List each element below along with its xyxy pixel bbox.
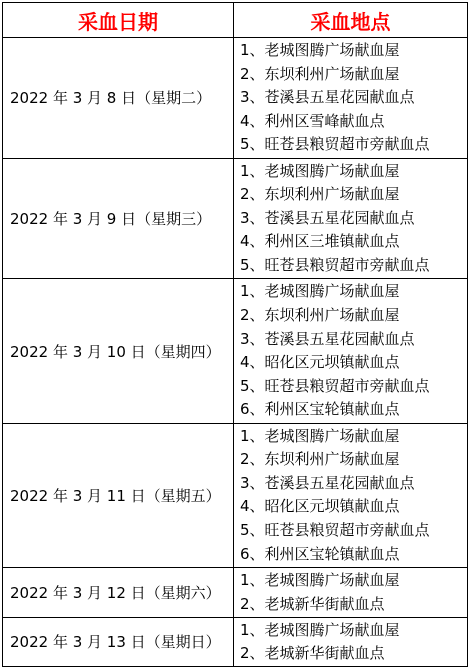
table-row xyxy=(3,38,468,159)
location-list xyxy=(234,38,468,159)
location-item: 3、苍溪县五星花园献血点 xyxy=(240,473,415,492)
location-item: 2、东坝利州广场献血屋 xyxy=(240,185,400,204)
location-item: 1、老城图腾广场献血屋 xyxy=(240,282,400,301)
location-item: 2、老城新华街献血点 xyxy=(240,644,385,663)
schedule-body xyxy=(3,38,468,667)
location-item: 1、老城图腾广场献血屋 xyxy=(240,426,400,445)
location-item: 3、苍溪县五星花园献血点 xyxy=(240,208,415,227)
donation-date: 2022 年 3 月 9 日（星期三） xyxy=(3,158,234,279)
location-item: 5、旺苍县粮贸超市旁献血点 xyxy=(240,376,430,395)
location-item: 1、老城图腾广场献血屋 xyxy=(240,41,400,59)
location-item: 4、昭化区元坝镇献血点 xyxy=(240,353,400,372)
table-row xyxy=(3,617,468,666)
location-list xyxy=(234,158,468,279)
location-item: 6、利州区宝轮镇献血点 xyxy=(240,400,400,419)
location-item: 3、苍溪县五星花园献血点 xyxy=(240,88,415,107)
location-item: 4、利州区三堆镇献血点 xyxy=(240,232,400,251)
location-item: 2、东坝利州广场献血屋 xyxy=(240,450,400,469)
location-list xyxy=(234,617,468,666)
location-item: 4、昭化区元坝镇献血点 xyxy=(240,497,400,516)
table-row xyxy=(3,568,468,617)
location-item: 1、老城图腾广场献血屋 xyxy=(240,571,400,590)
location-item: 5、旺苍县粮贸超市旁献血点 xyxy=(240,135,430,154)
location-item: 1、老城图腾广场献血屋 xyxy=(240,620,400,639)
location-item: 1、老城图腾广场献血屋 xyxy=(240,161,400,180)
donation-date: 2022 年 3 月 11 日（星期五） xyxy=(3,423,234,567)
location-item: 2、东坝利州广场献血屋 xyxy=(240,305,400,324)
schedule-table xyxy=(2,2,468,667)
location-item: 5、旺苍县粮贸超市旁献血点 xyxy=(240,521,430,540)
table-row xyxy=(3,158,468,279)
location-item: 5、旺苍县粮贸超市旁献血点 xyxy=(240,256,430,275)
location-item: 2、老城新华街献血点 xyxy=(240,594,385,613)
location-list xyxy=(234,568,468,617)
donation-date: 2022 年 3 月 12 日（星期六） xyxy=(3,568,234,617)
table-row xyxy=(3,423,468,567)
location-list xyxy=(234,279,468,423)
location-item: 6、利州区宝轮镇献血点 xyxy=(240,544,400,563)
date-column-header: 采血日期 xyxy=(3,3,234,38)
donation-date: 2022 年 3 月 10 日（星期四） xyxy=(3,279,234,423)
location-list xyxy=(234,423,468,567)
location-column-header: 采血地点 xyxy=(234,3,468,38)
table-row xyxy=(3,279,468,423)
header-row xyxy=(3,3,468,38)
location-item: 2、东坝利州广场献血屋 xyxy=(240,64,400,83)
donation-date: 2022 年 3 月 13 日（星期日） xyxy=(3,617,234,666)
location-item: 3、苍溪县五星花园献血点 xyxy=(240,329,415,348)
location-item: 4、利州区雪峰献血点 xyxy=(240,111,385,130)
donation-date: 2022 年 3 月 8 日（星期二） xyxy=(3,38,234,159)
